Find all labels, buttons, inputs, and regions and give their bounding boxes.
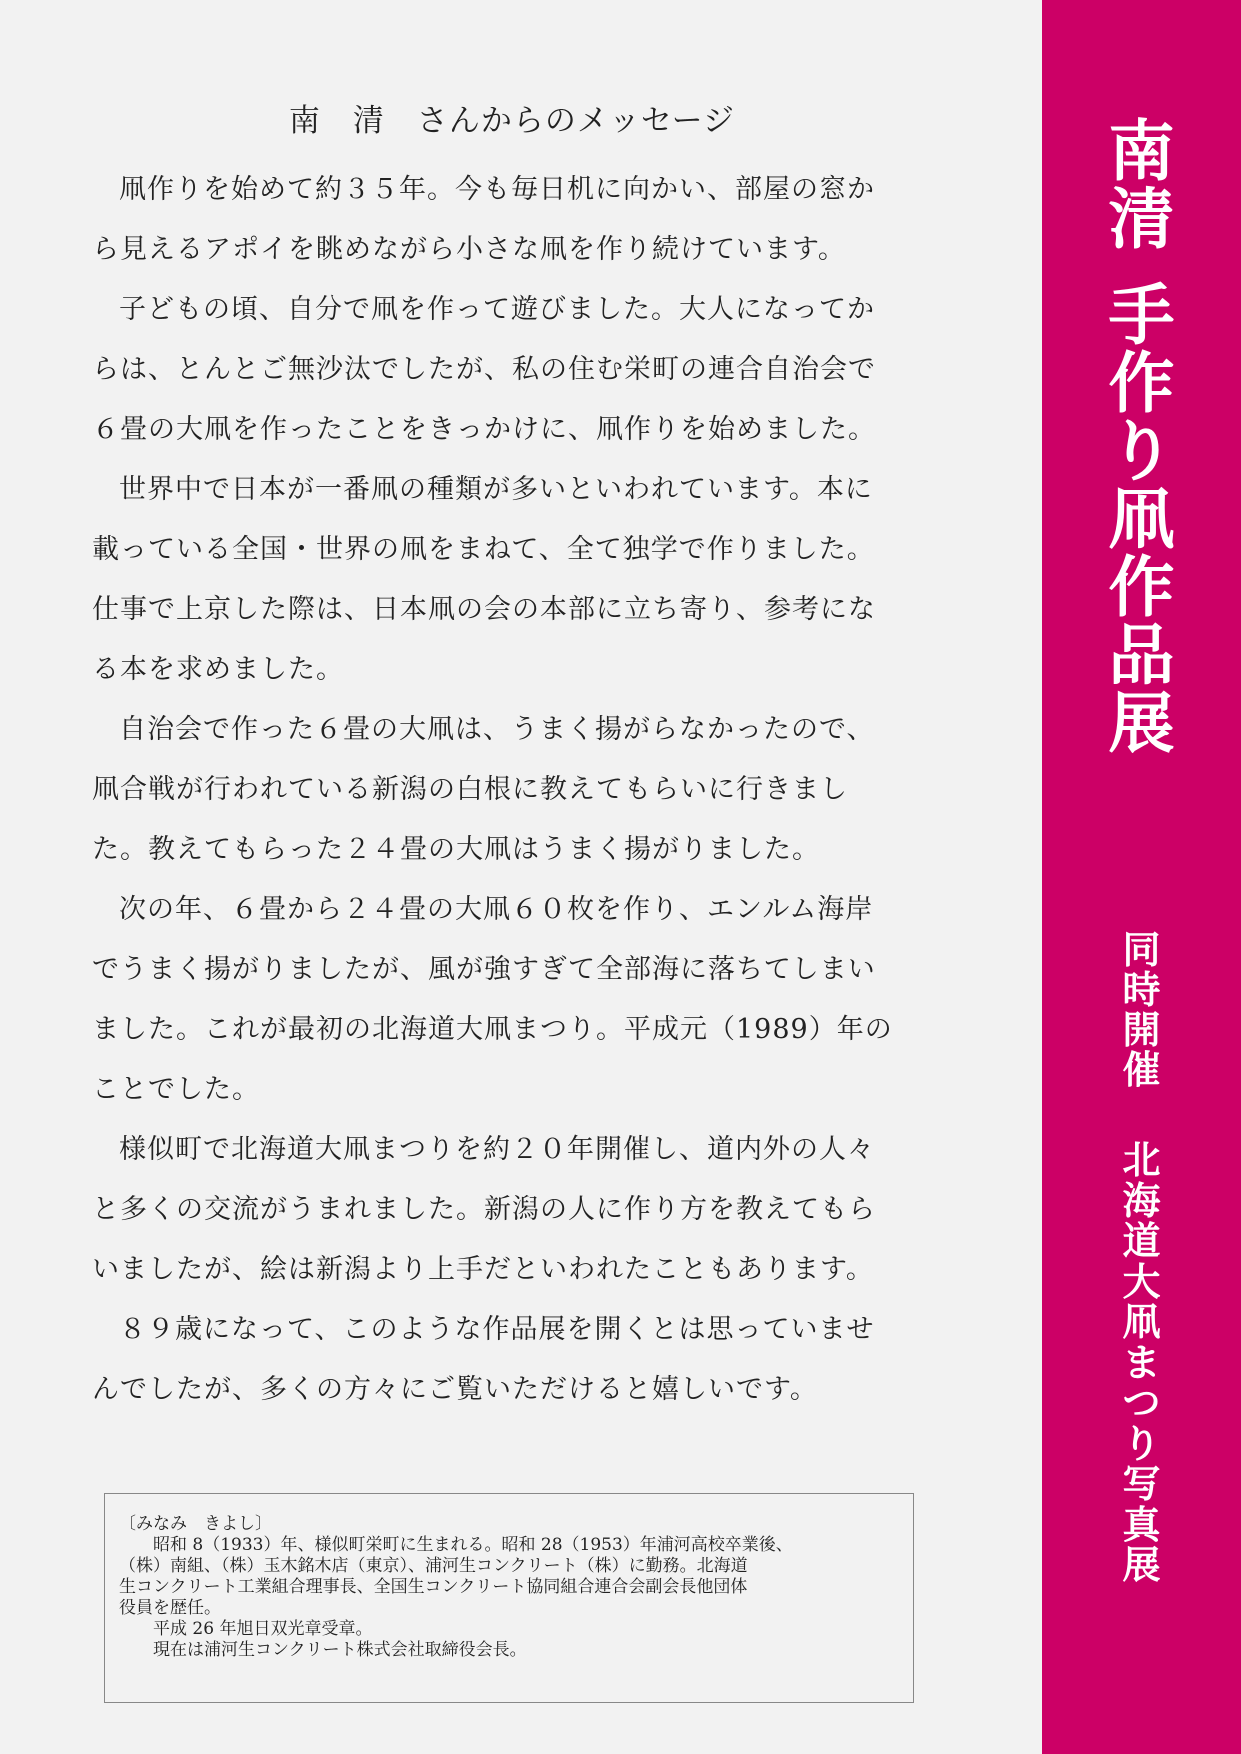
message-paragraph [92, 880, 932, 1120]
text-line: ました。これが最初の北海道大凧まつり。平成元（1989）年の [92, 1014, 893, 1045]
message-paragraph [92, 700, 932, 880]
text-line: 凧作りを始めて約３５年。今も毎日机に向かい、部屋の窓か [119, 174, 875, 205]
text-line: ８９歳になって、このような作品展を開くとは思っていませ [119, 1314, 875, 1345]
message-title: 南 清 さんからのメッセージ [288, 103, 736, 139]
concurrent-label [1042, 930, 1241, 1090]
text-line: んでしたが、多くの方々にご覧いただけると嬉しいです。 [92, 1374, 818, 1405]
subtitle-char: 海 [1122, 1178, 1161, 1223]
text-line: 次の年、６畳から２４畳の大凧６０枚を作り、エンルム海岸 [119, 894, 874, 925]
text-line: 自治会で作った６畳の大凧は、うまく揚がらなかったので、 [119, 714, 875, 745]
biography-box [104, 1493, 914, 1703]
subtitle-char: 開 [1122, 1008, 1161, 1052]
text-line: た。教えてもらった２４畳の大凧はうまく揚がりました。 [92, 834, 820, 865]
bio-name: 〔みなみ きよし〕 [119, 1514, 272, 1534]
text-line: る本を求めました。 [92, 654, 344, 685]
subtitle-char: 大 [1122, 1259, 1161, 1304]
subtitle-char: 真 [1122, 1502, 1161, 1547]
title-char: 作 [1108, 345, 1175, 422]
text-line: 載っている全国・世界の凧をまねて、全て独学で作りました。 [92, 534, 875, 565]
title-sidebar [1042, 0, 1241, 1754]
text-line: 世界中で日本が一番凧の種類が多いといわれています。本に [119, 474, 873, 505]
subtitle-char: り [1122, 1421, 1161, 1466]
subtitle-char: 道 [1122, 1219, 1161, 1263]
bio-line: 昭和 8（1933）年、様似町栄町に生まれる。昭和 28（1953）年浦河高校卒業後、 [153, 1535, 793, 1555]
text-line: ６畳の大凧を作ったことをきっかけに、凧作りを始めました。 [92, 414, 876, 445]
text-line: いましたが、絵は新潟より上手だといわれたこともあります。 [92, 1254, 874, 1285]
title-char: 作 [1108, 549, 1175, 626]
text-line: 子どもの頃、自分で凧を作って遊びました。大人になってか [119, 294, 875, 325]
text-line: 様似町で北海道大凧まつりを約２０年開催し、道内外の人々 [119, 1134, 875, 1165]
bio-line: 平成 26 年旭日双光章受章。 [153, 1619, 373, 1639]
bio-line: 現在は浦河生コンクリート株式会社取締役会長。 [153, 1640, 527, 1660]
exhibition-title [1042, 113, 1241, 762]
title-char: 手 [1108, 277, 1175, 354]
subtitle-char: 同 [1122, 928, 1161, 972]
title-char: 品 [1108, 617, 1175, 694]
message-section [92, 95, 932, 1420]
message-paragraph [92, 160, 932, 280]
photo-exhibition-title [1042, 1140, 1241, 1586]
subtitle-char: つ [1122, 1381, 1161, 1425]
title-char: 清 [1108, 181, 1175, 258]
bio-line: （株）南組、（株）玉木銘木店（東京）、浦河生コンクリート（株）に勤務。北海道 [119, 1556, 748, 1576]
text-line: ら見えるアポイを眺めながら小さな凧を作り続けています。 [92, 234, 846, 265]
message-paragraph [92, 460, 932, 700]
title-char: り [1108, 413, 1175, 490]
subtitle-char: ま [1122, 1340, 1161, 1385]
text-line: ことでした。 [92, 1074, 260, 1105]
text-line: 凧合戦が行われている新潟の白根に教えてもらいに行きまし [92, 774, 848, 805]
title-char: 南 [1108, 113, 1175, 190]
title-char: 展 [1108, 685, 1175, 762]
subtitle-char: 時 [1122, 968, 1161, 1012]
bio-line: 役員を歴任。 [119, 1598, 221, 1618]
bio-line: 生コンクリート工業組合理事長、全国生コンクリート協同組合連合会副会長他団体 [119, 1577, 748, 1597]
subtitle-char: 催 [1122, 1048, 1161, 1092]
subtitle-char: 凧 [1122, 1300, 1161, 1344]
text-line: 仕事で上京した際は、日本凧の会の本部に立ち寄り、参考にな [92, 594, 876, 625]
text-line: と多くの交流がうまれました。新潟の人に作り方を教えてもら [92, 1194, 876, 1225]
message-paragraph [92, 1300, 932, 1420]
text-line: らは、とんとご無沙汰でしたが、私の住む栄町の連合自治会で [92, 354, 876, 385]
subtitle-char: 北 [1122, 1138, 1161, 1182]
message-paragraph [92, 280, 932, 460]
title-char: 凧 [1108, 481, 1175, 558]
message-paragraph [92, 1120, 932, 1300]
subtitle-char: 展 [1122, 1543, 1161, 1587]
text-line: でうまく揚がりましたが、風が強すぎて全部海に落ちてしまい [92, 954, 876, 985]
subtitle-char: 写 [1122, 1462, 1161, 1506]
